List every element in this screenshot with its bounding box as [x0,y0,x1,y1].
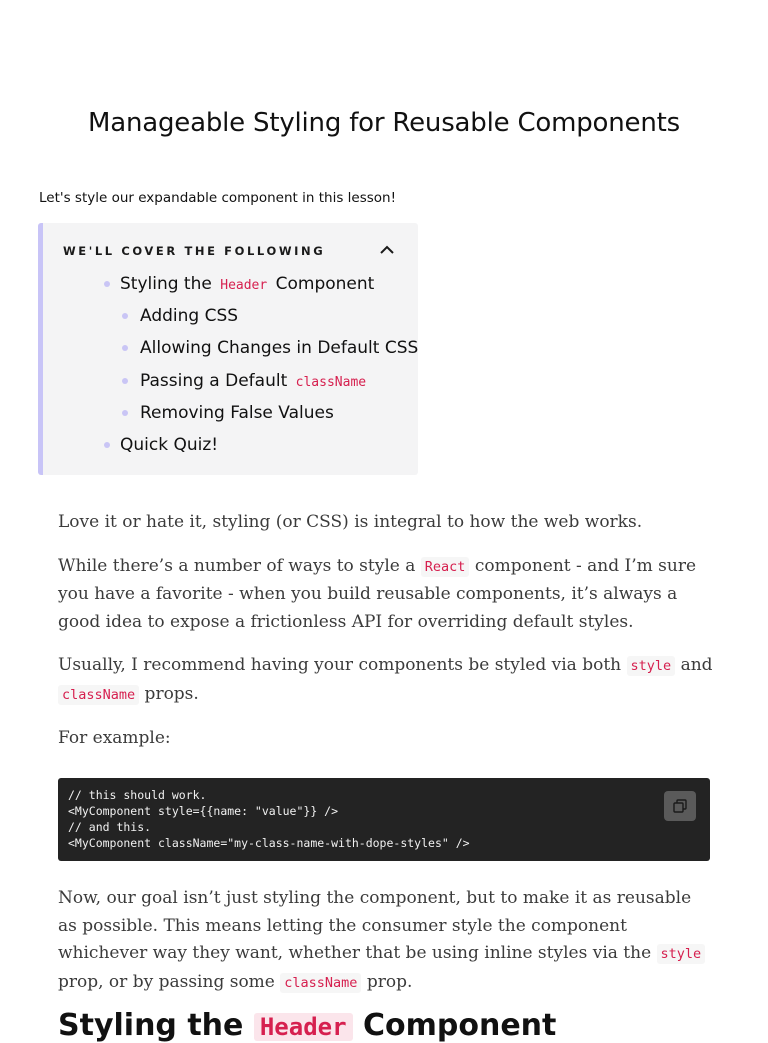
copy-icon [673,799,687,813]
code-block [58,778,710,861]
paragraph-3: Usually, I recommend having your components be styled via both style and className props. [58,655,713,704]
section-heading: Styling the Header Component [58,1008,557,1043]
toc-heading: WE'LL COVER THE FOLLOWING [63,244,326,258]
inline-code: React [421,557,470,577]
inline-code: style [657,944,706,964]
toc-item-removing-false[interactable]: Removing False Values [43,400,418,432]
lesson-body [58,509,713,769]
code-line: <MyComponent style={{name: "value"}} /> [68,804,339,818]
inline-code: style [627,656,676,676]
lesson-intro: Let's style our expandable component in this lesson! [39,190,396,206]
code-line: // and this. [68,820,152,834]
toc-item-code: className [295,374,367,390]
table-of-contents [38,223,418,475]
copy-code-button[interactable] [664,791,696,821]
toc-item-passing-default[interactable]: Passing a Default className [43,368,418,400]
paragraph-5: Now, our goal isn’t just styling the component, but to make it as reusable as possible. This means letting the consumer style the component whichever way they want, whether that be using inline styles via the style prop, or by passing some className prop. [58,885,713,997]
inline-code: className [58,685,139,705]
toc-list [43,271,418,464]
toc-item-adding-css[interactable]: Adding CSS [43,303,418,335]
toc-item-allowing-changes[interactable]: Allowing Changes in Default CSS [43,335,418,367]
heading-code: Header [254,1013,353,1041]
paragraph-1: Love it or hate it, styling (or CSS) is integral to how the web works. [58,512,643,532]
toc-item-quick-quiz[interactable]: Quick Quiz! [43,432,418,464]
inline-code: className [280,973,361,993]
toc-item-code: Header [220,278,268,293]
chevron-up-icon [380,245,394,254]
toc-item-styling-header[interactable]: Styling the Header Component [43,271,418,303]
paragraph-2: While there’s a number of ways to style a React component - and I’m sure you have a favorite - when you build reusable components, it’s always a good idea to expose a frictionless API for overriding default styles. [58,555,697,632]
code-line: <MyComponent className="my-class-name-with-dope-styles" /> [68,836,470,850]
toc-collapse-button[interactable] [376,239,398,259]
code-line: // this should work. [68,788,207,802]
lesson-title: Manageable Styling for Reusable Components [88,108,680,138]
paragraph-4: For example: [58,728,171,748]
